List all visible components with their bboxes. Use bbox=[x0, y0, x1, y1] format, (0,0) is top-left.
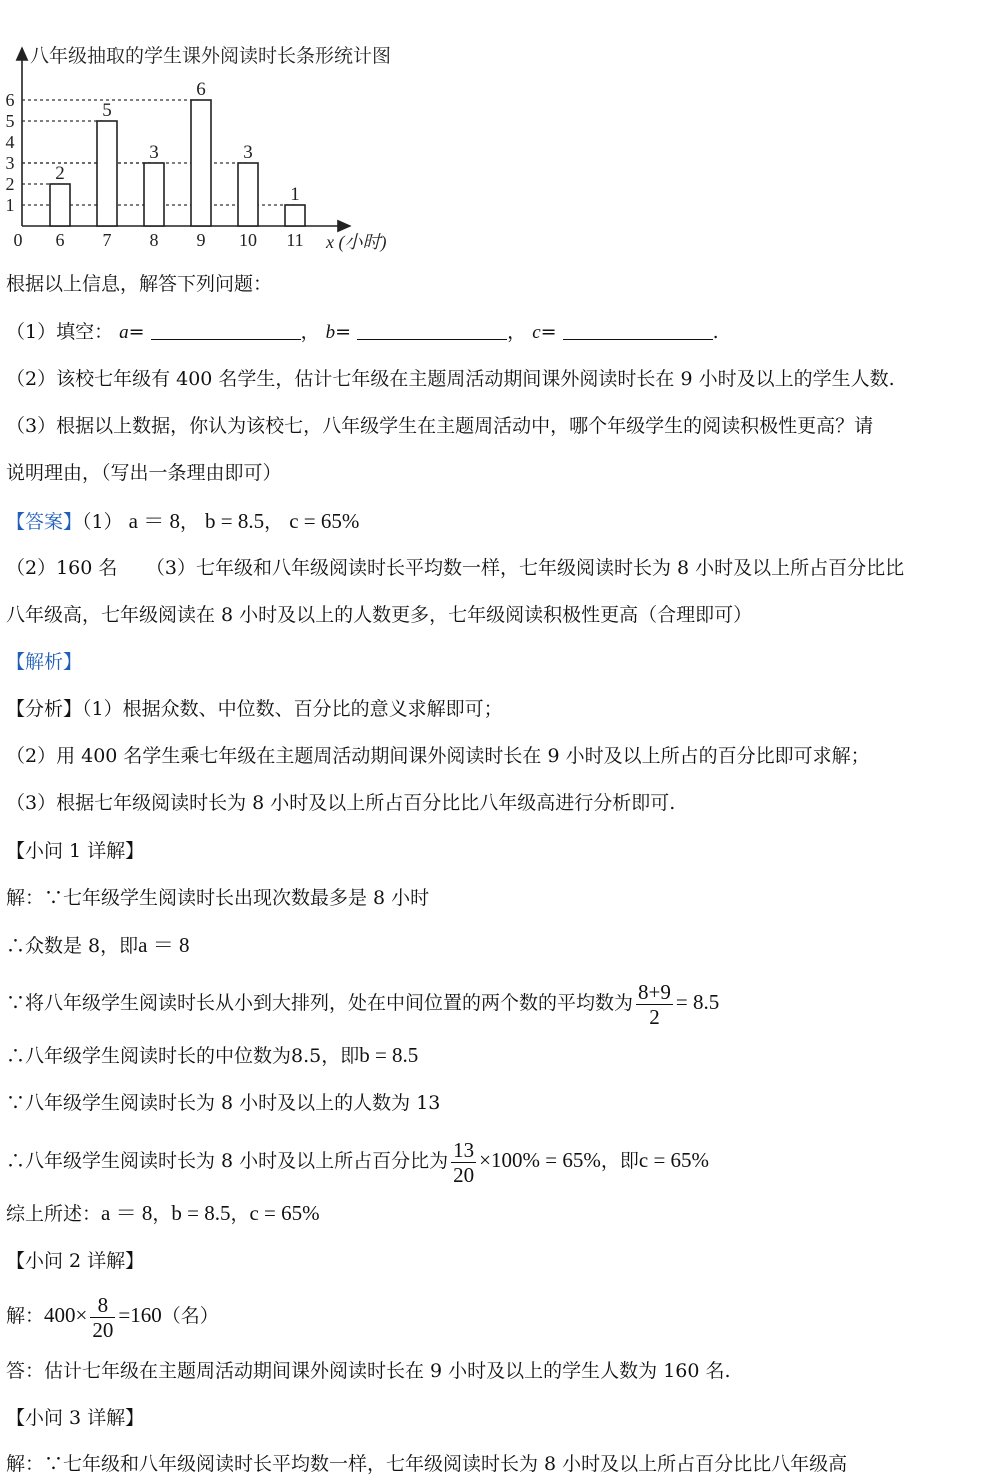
bar-value-label: 2 bbox=[55, 163, 65, 184]
analysis-line1: 【分析】（1）根据众数、中位数、百分比的意义求解即可； bbox=[6, 698, 503, 720]
bar-value-label: 6 bbox=[196, 79, 206, 100]
answer-blank-c[interactable] bbox=[563, 321, 713, 340]
question-3-line1: （3）根据以上数据，你认为该校七，八年级学生在主题周活动中，哪个年级学生的阅读积极性更高？请 bbox=[6, 415, 874, 437]
detail-2-line2: 答：估计七年级在主题周活动期间课外阅读时长在 9 小时及以上的学生人数为 160 名. bbox=[6, 1360, 731, 1382]
question-2: （2）该校七年级有 400 名学生，估计七年级在主题周活动期间课外阅读时长在 9 小时及以上的学生人数. bbox=[6, 368, 895, 390]
bar-8 bbox=[144, 163, 164, 226]
answer-tag: 【答案】 bbox=[6, 511, 83, 533]
chart-title: 八年级抽取的学生课外阅读时长条形统计图 bbox=[30, 45, 392, 67]
detail-3-line1: 解：∵七年级和八年级阅读时长平均数一样，七年级阅读时长为 8 小时及以上所占百分比比八年级高 bbox=[6, 1453, 848, 1475]
fraction-students: $\frac{8}{20}$ bbox=[92, 1292, 114, 1342]
analysis-line2: （2）用 400 名学生乘七年级在主题周活动期间课外阅读时长在 9 小时及以上所占的百分比即可求解； bbox=[6, 745, 870, 767]
bar-9 bbox=[191, 100, 211, 226]
x-tick-label: 11 bbox=[286, 230, 304, 250]
y-tick-label: 3 bbox=[5, 153, 15, 173]
answer-blank-a[interactable] bbox=[151, 321, 301, 340]
bar-11 bbox=[285, 205, 305, 226]
bar-7 bbox=[97, 121, 117, 226]
fraction-median: $\frac{8+9}{2}$ bbox=[638, 979, 671, 1029]
bar-chart bbox=[0, 40, 420, 255]
analysis-line3: （3）根据七年级阅读时长为 8 小时及以上所占百分比比八年级高进行分析即可. bbox=[6, 792, 676, 814]
detail-3-heading: 【小问 3 详解】 bbox=[6, 1407, 145, 1429]
y-tick-label: 4 bbox=[5, 132, 15, 152]
intro-text: 根据以上信息，解答下列问题： bbox=[6, 273, 273, 295]
detail-1-line4: ∴八年级学生阅读时长的中位数为8.5，即b = 8.5 bbox=[6, 1043, 419, 1067]
answer-line3: 八年级高，七年级阅读在 8 小时及以上的人数更多，七年级阅读积极性更高（合理即可） bbox=[6, 604, 753, 626]
y-tick-label: 2 bbox=[5, 174, 15, 194]
bar-value-label: 3 bbox=[243, 142, 253, 163]
x-tick-label: 7 bbox=[102, 230, 112, 250]
question-3-line2: 说明理由，（写出一条理由即可） bbox=[6, 462, 282, 484]
detail-1-line5: ∵八年级学生阅读时长为 8 小时及以上的人数为 13 bbox=[6, 1092, 441, 1114]
origin-label: 0 bbox=[13, 230, 23, 250]
bar-value-label: 3 bbox=[149, 142, 159, 163]
detail-2-heading: 【小问 2 详解】 bbox=[6, 1250, 145, 1272]
answer-line2: （2）160 名 （3）七年级和八年级阅读时长平均数一样，七年级阅读时长为 8 小时及以上所占百分比比 bbox=[6, 557, 905, 579]
detail-1-line2: ∴众数是 8，即a ＝ 8 bbox=[6, 933, 190, 957]
y-tick-label: 5 bbox=[5, 111, 15, 131]
fraction-percent: $\frac{13}{20}$ bbox=[453, 1137, 475, 1187]
bar-6 bbox=[50, 184, 70, 226]
question-1: （1）填空： a= ， b= ， c= . bbox=[6, 321, 719, 343]
detail-1-line1: 解：∵七年级学生阅读时长出现次数最多是 8 小时 bbox=[6, 887, 430, 909]
x-tick-label: 8 bbox=[149, 230, 159, 250]
detail-1-line3: ∵将八年级学生阅读时长从小到大排列，处在中间位置的两个数的平均数为 $\frac{8+9}{2}$ = 8.5 bbox=[6, 979, 720, 1029]
detail-1-line6: ∴八年级学生阅读时长为 8 小时及以上所占百分比为 $\frac{13}{20}$ ×100% = 65%，即c = 65% bbox=[6, 1137, 710, 1187]
x-axis-label: x (小时) bbox=[326, 232, 387, 252]
analysis-tag: 【解析】 bbox=[6, 651, 83, 673]
detail-1-summary: 综上所述：a ＝ 8，b = 8.5，c = 65% bbox=[6, 1201, 320, 1225]
x-tick-label: 6 bbox=[55, 230, 65, 250]
y-tick-label: 6 bbox=[5, 90, 15, 110]
answer-blank-b[interactable] bbox=[357, 321, 507, 340]
bar-10 bbox=[238, 163, 258, 226]
detail-1-heading: 【小问 1 详解】 bbox=[6, 840, 145, 862]
bar-value-label: 5 bbox=[102, 100, 112, 121]
answer-line1: 【答案】（1） a ＝ 8， b = 8.5， c = 65% bbox=[6, 509, 360, 533]
detail-2-line1: 解：400× $\frac{8}{20}$ =160（名） bbox=[6, 1292, 219, 1342]
x-tick-label: 9 bbox=[196, 230, 206, 250]
x-tick-label: 10 bbox=[239, 230, 257, 250]
y-tick-label: 1 bbox=[5, 195, 15, 215]
bar-value-label: 1 bbox=[290, 184, 300, 205]
